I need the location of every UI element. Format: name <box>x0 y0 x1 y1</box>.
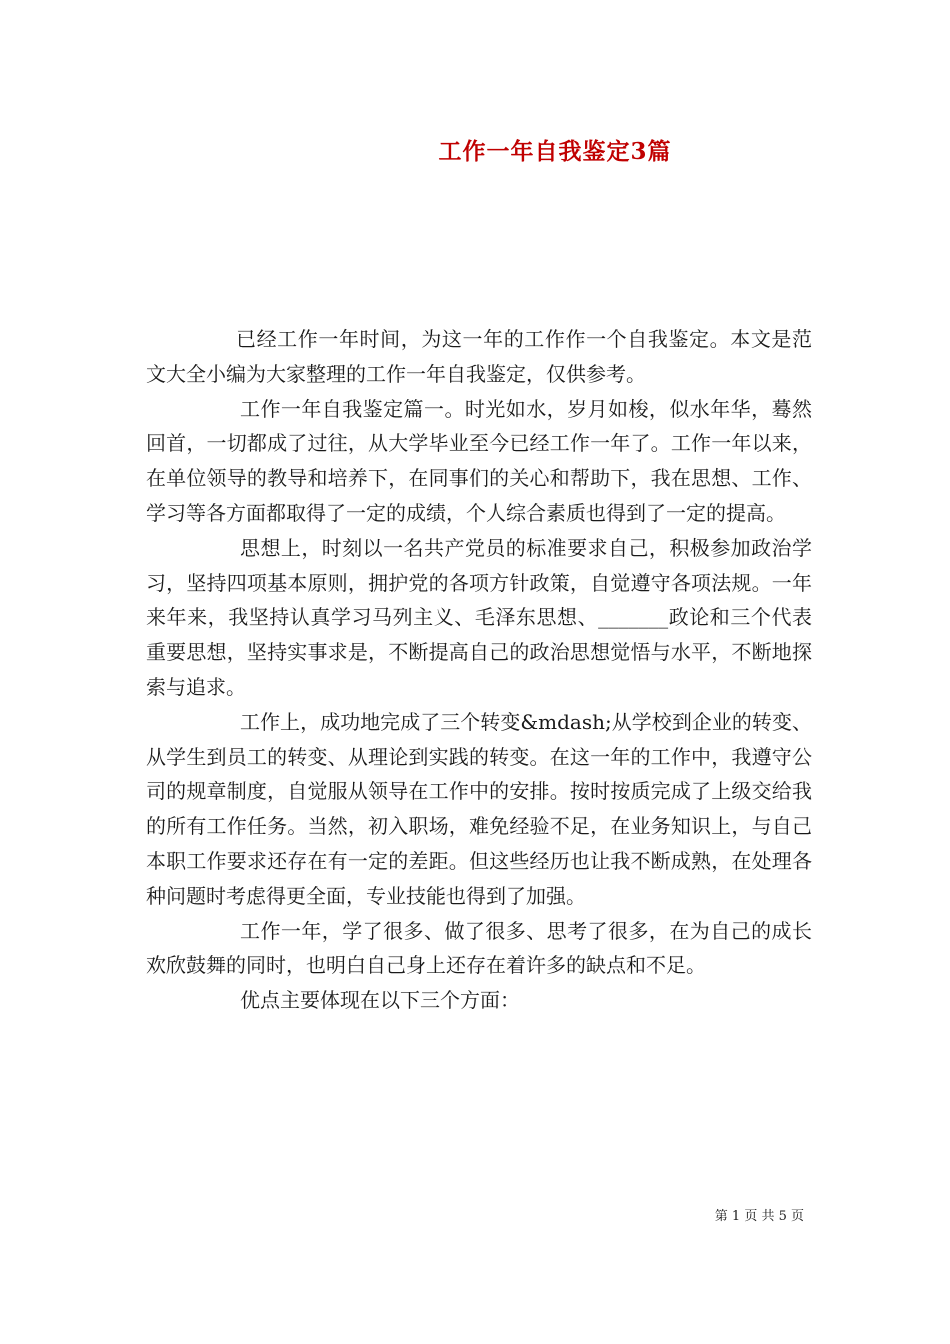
paragraph-work: 工作上，成功地完成了三个转变&mdash;从学校到企业的转变、从学生到员工的转变、从理论到实践的转变。在这一年的工作中，我遵守公司的规章制度，自觉服从领导在工作中的安排。按时按质完成了上级交给我的所有工作任务。当然，初入职场，难免经验不足，在业务知识上，与自己本职工作要求还存在有一定的差距。但这些经历也让我不断成熟，在处理各种问题时考虑得更全面，专业技能也得到了加强。 <box>146 709 812 908</box>
paragraph-strengths: 优点主要体现在以下三个方面： <box>240 988 520 1013</box>
document-title: 工作一年自我鉴定3篇 <box>438 138 672 165</box>
paragraph-summary: 工作一年，学了很多、做了很多、思考了很多，在为自己的成长欢欣鼓舞的同时，也明白自己身上还存在着许多的缺点和不足。 <box>146 918 812 978</box>
paragraph-part-one: 工作一年自我鉴定篇一。时光如水，岁月如梭，似水年华，蓦然回首，一切都成了过往，从大学毕业至今已经工作一年了。工作一年以来，在单位领导的教导和培养下，在同事们的关心和帮助下，我在思想、工作、学习等各方面都取得了一定的成绩，个人综合素质也得到了一定的提高。 <box>146 396 812 525</box>
page-number-footer: 第 1 页 共 5 页 <box>714 1209 804 1224</box>
document-body <box>146 322 812 1018</box>
paragraph-intro: 已经工作一年时间，为这一年的工作作一个自我鉴定。本文是范文大全小编为大家整理的工作一年自我鉴定，仅供参考。 <box>146 327 812 386</box>
paragraph-thought: 思想上，时刻以一名共产党员的标准要求自己，积极参加政治学习，坚持四项基本原则，拥护党的各项方针政策，自觉遵守各项法规。一年来年来，我坚持认真学习马列主义、毛泽东思想、_______政论和三个代表重要思想，坚持实事求是，不断提高自己的政治思想觉悟与水平，不断地探索与追求。 <box>146 535 812 699</box>
